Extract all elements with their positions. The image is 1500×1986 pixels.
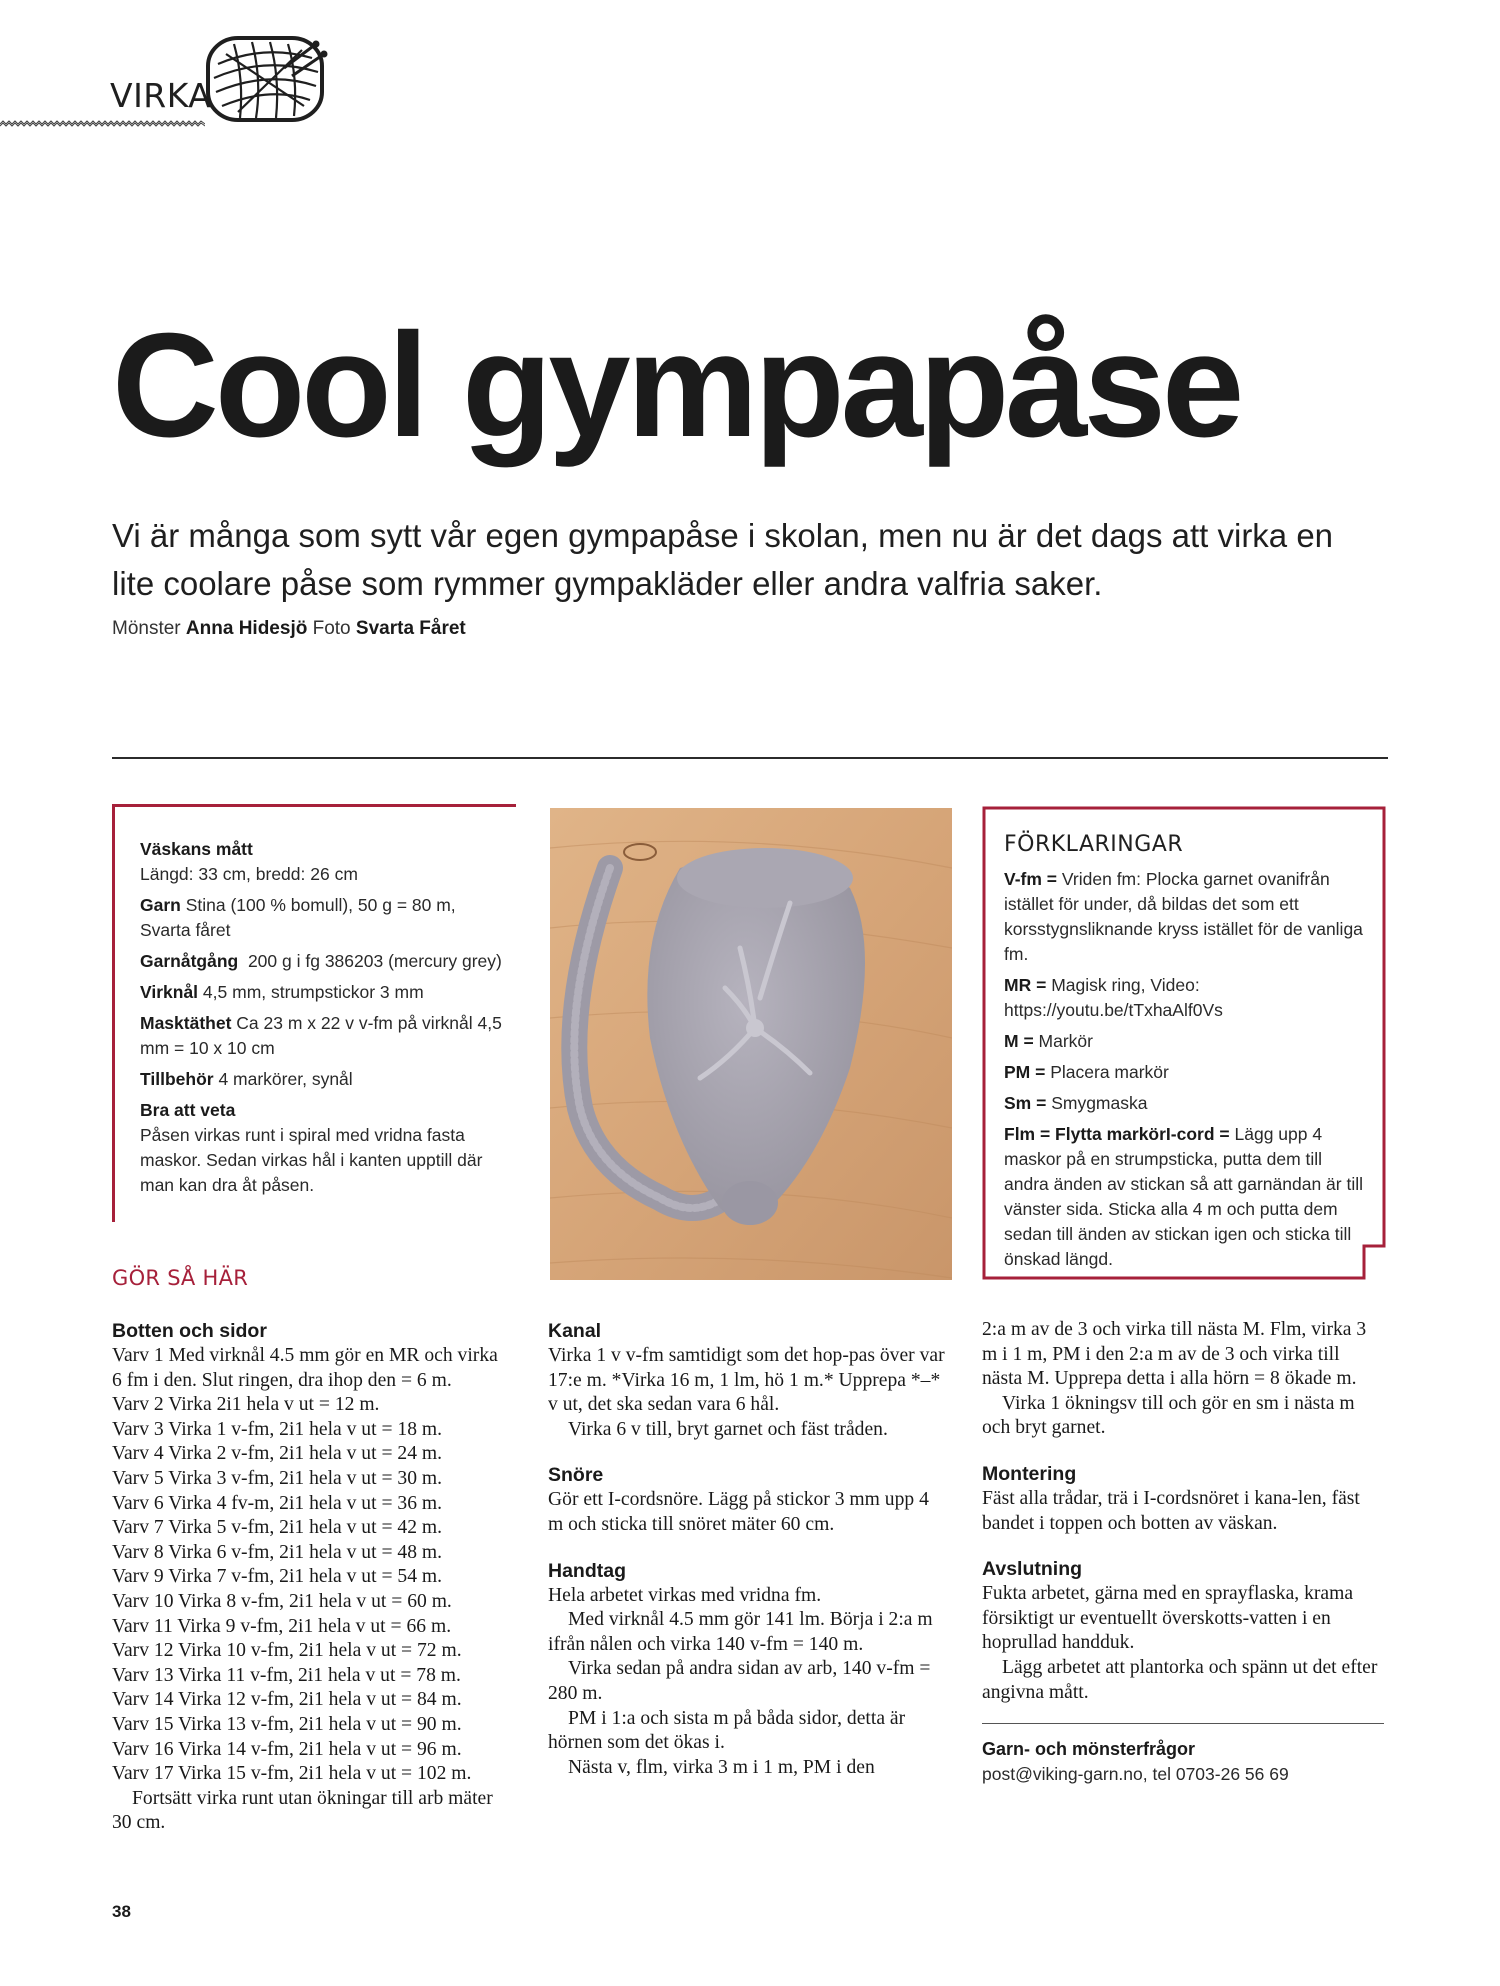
page-number: 38 <box>112 1902 131 1921</box>
row-instruction: Varv 6 Virka 4 fv-m, 2i1 hela v ut = 36 m. <box>112 1492 443 1514</box>
good-to-know-value: Påsen virkas runt i spiral med vridna fasta maskor. Sedan virkas hål i kanten upptill där man kan dra åt påsen. <box>140 1125 483 1195</box>
row-instruction: Varv 16 Virka 14 v-fm, 2i1 hela v ut = 96 m. <box>112 1738 462 1760</box>
row-instruction: Varv 1 Med virknål 4.5 mm gör en MR och virka 6 fm i den. Slut ringen, dra ihop den = 6 m. <box>112 1345 498 1391</box>
column-1 <box>112 1318 512 1836</box>
row-instruction: Varv 14 Virka 12 v-fm, 2i1 hela v ut = 84 m. <box>112 1689 462 1711</box>
bag-photo <box>550 808 952 1280</box>
contact-heading: Garn- och mönsterfrågor <box>982 1739 1196 1760</box>
photo-label: Foto <box>312 618 351 639</box>
section-heading-snore: Snöre <box>548 1464 604 1487</box>
paragraph: Lägg arbetet att plantorka och spänn ut det efter angivna mått. <box>982 1656 1378 1703</box>
paragraph: Virka 1 v v-fm samtidigt som det hop-pas över var 17:e m. *Virka 16 m, 1 lm, hö 1 m.* Upprepa *–* v ut, det ska sedan vara 6 hål. <box>548 1345 945 1416</box>
glossary-box <box>982 806 1386 1280</box>
gauge-value: Ca 23 m x 22 v v-fm på virknål 4,5 mm = 10 x 10 cm <box>140 1013 502 1058</box>
glossary-item: M = Markör <box>1004 1031 1093 1051</box>
usage-value: 200 g i fg 386203 (mercury grey) <box>247 951 502 971</box>
row-instruction: Varv 5 Virka 3 v-fm, 2i1 hela v ut = 30 m. <box>112 1467 443 1489</box>
column-3 <box>982 1318 1382 1787</box>
gauge-label: Masktäthet <box>140 1013 232 1033</box>
glossary-item: PM = Placera markör <box>1004 1062 1169 1082</box>
paragraph: 2:a m av de 3 och virka till nästa M. Flm, virka 3 m i 1 m, PM i den 2:a m av de 3 och virka till nästa M. Upprepa detta i alla hörn = 8 ökade m. <box>982 1319 1367 1390</box>
paragraph: Hela arbetet virkas med vridna fm. <box>548 1584 822 1606</box>
paragraph: PM i 1:a och sista m på båda sidor, detta är hörnen som det ökas i. <box>548 1707 906 1754</box>
paragraph: Nästa v, flm, virka 3 m i 1 m, PM i den <box>568 1756 875 1778</box>
size-label: Väskans mått <box>140 839 253 859</box>
paragraph: Gör ett I-cordsnöre. Lägg på stickor 3 mm upp 4 m och sticka till snöret mäter 60 cm. <box>548 1489 929 1535</box>
glossary-item: Sm = Smygmaska <box>1004 1093 1148 1113</box>
closing-paragraph: Fortsätt virka runt utan ökningar till arb mäter 30 cm. <box>112 1787 493 1834</box>
credits <box>112 618 466 640</box>
row-instruction: Varv 12 Virka 10 v-fm, 2i1 hela v ut = 72 m. <box>112 1640 462 1662</box>
header-rule <box>0 120 205 128</box>
section-heading-handtag: Handtag <box>548 1559 626 1582</box>
paragraph: Virka 6 v till, bryt garnet och fäst tråden. <box>568 1418 888 1440</box>
yarn-value: Stina (100 % bomull), 50 g = 80 m, Svarta fåret <box>140 895 456 940</box>
pattern-label: Mönster <box>112 618 181 639</box>
row-instruction: Varv 15 Virka 13 v-fm, 2i1 hela v ut = 90 m. <box>112 1713 462 1735</box>
row-instruction: Varv 8 Virka 6 v-fm, 2i1 hela v ut = 48 m. <box>112 1541 443 1563</box>
yarn-ball-icon <box>204 34 328 124</box>
section-heading: Botten och sidor <box>112 1320 267 1342</box>
contact-text: post@viking-garn.no, tel 0703-26 56 69 <box>982 1764 1289 1785</box>
usage-label: Garnåtgång <box>140 951 239 971</box>
row-instruction: Varv 13 Virka 11 v-fm, 2i1 hela v ut = 78 m. <box>112 1664 461 1686</box>
row-instruction: Varv 17 Virka 15 v-fm, 2i1 hela v ut = 102 m. <box>112 1763 472 1785</box>
glossary-item: V-fm = Vriden fm: Plocka garnet ovanifrån istället för under, då bildas det som ett korsstygnsliknande kryss istället för de vanliga fm. <box>1004 869 1363 964</box>
contact-rule <box>982 1723 1384 1724</box>
section-heading-montering: Montering <box>982 1462 1077 1485</box>
hook-value: 4,5 mm, strumpstickor 3 mm <box>202 982 424 1002</box>
materials-box <box>112 804 516 1222</box>
page-title: Cool gympapåse <box>112 303 1241 468</box>
paragraph: Med virknål 4.5 mm gör 141 lm. Börja i 2:a m ifrån nålen och virka 140 v-fm = 140 m. <box>548 1609 933 1655</box>
size-value: Längd: 33 cm, bredd: 26 cm <box>140 864 358 884</box>
glossary-item: Flm = Flytta markörI-cord = Lägg upp 4 maskor på en strumpsticka, putta dem till andra änden av stickan så att garnändan är till vänster sida. Sticka alla 4 m och putta dem sedan till änden av stickan igen och sticka till önskad längd. <box>1004 1124 1363 1269</box>
row-instruction: Varv 3 Virka 1 v-fm, 2i1 hela v ut = 18 m. <box>112 1418 443 1440</box>
divider <box>112 757 1388 759</box>
section-label: VIRKA <box>110 76 212 115</box>
row-instruction: Varv 9 Virka 7 v-fm, 2i1 hela v ut = 54 m. <box>112 1566 443 1588</box>
hook-label: Virknål <box>140 982 199 1002</box>
pattern-author: Anna Hidesjö <box>185 618 308 639</box>
yarn-label: Garn <box>140 895 181 915</box>
row-instruction: Varv 11 Virka 9 v-fm, 2i1 hela v ut = 66 m. <box>112 1615 452 1637</box>
row-instruction: Varv 10 Virka 8 v-fm, 2i1 hela v ut = 60 m. <box>112 1590 452 1612</box>
row-instruction: Varv 2 Virka 2i1 hela v ut = 12 m. <box>112 1394 380 1416</box>
section-heading-avslutning: Avslutning <box>982 1558 1083 1581</box>
notions-label: Tillbehör <box>140 1069 214 1089</box>
glossary-item: MR = Magisk ring, Video: https://youtu.be/tTxhaAlf0Vs <box>1004 975 1223 1020</box>
photo-author: Svarta Fåret <box>355 618 466 639</box>
row-instruction: Varv 7 Virka 5 v-fm, 2i1 hela v ut = 42 m. <box>112 1517 443 1539</box>
paragraph: Virka 1 ökningsv till och gör en sm i nästa m och bryt garnet. <box>982 1392 1355 1439</box>
paragraph: Virka sedan på andra sidan av arb, 140 v-fm = 280 m. <box>548 1658 931 1704</box>
row-instruction: Varv 4 Virka 2 v-fm, 2i1 hela v ut = 24 m. <box>112 1443 443 1465</box>
section-heading-kanal: Kanal <box>548 1320 602 1342</box>
glossary-title: FÖRKLARINGAR <box>1004 832 1184 857</box>
paragraph: Fukta arbetet, gärna med en sprayflaska, krama försiktigt ur eventuellt överskotts-vatten i en hoprullad handduk. <box>982 1583 1354 1654</box>
instructions-heading: GÖR SÅ HÄR <box>112 1266 249 1290</box>
paragraph: Fäst alla trådar, trä i I-cordsnöret i kana-len, fäst bandet i toppen och botten av väskan. <box>982 1487 1360 1534</box>
column-2 <box>548 1318 948 1780</box>
notions-value: 4 markörer, synål <box>218 1069 353 1089</box>
lead-paragraph: Vi är många som sytt vår egen gympapåse i skolan, men nu är det dags att virka en lite coolare påse som rymmer gympakläder eller andra valfria saker. <box>112 517 1334 602</box>
good-to-know-label: Bra att veta <box>140 1100 236 1120</box>
